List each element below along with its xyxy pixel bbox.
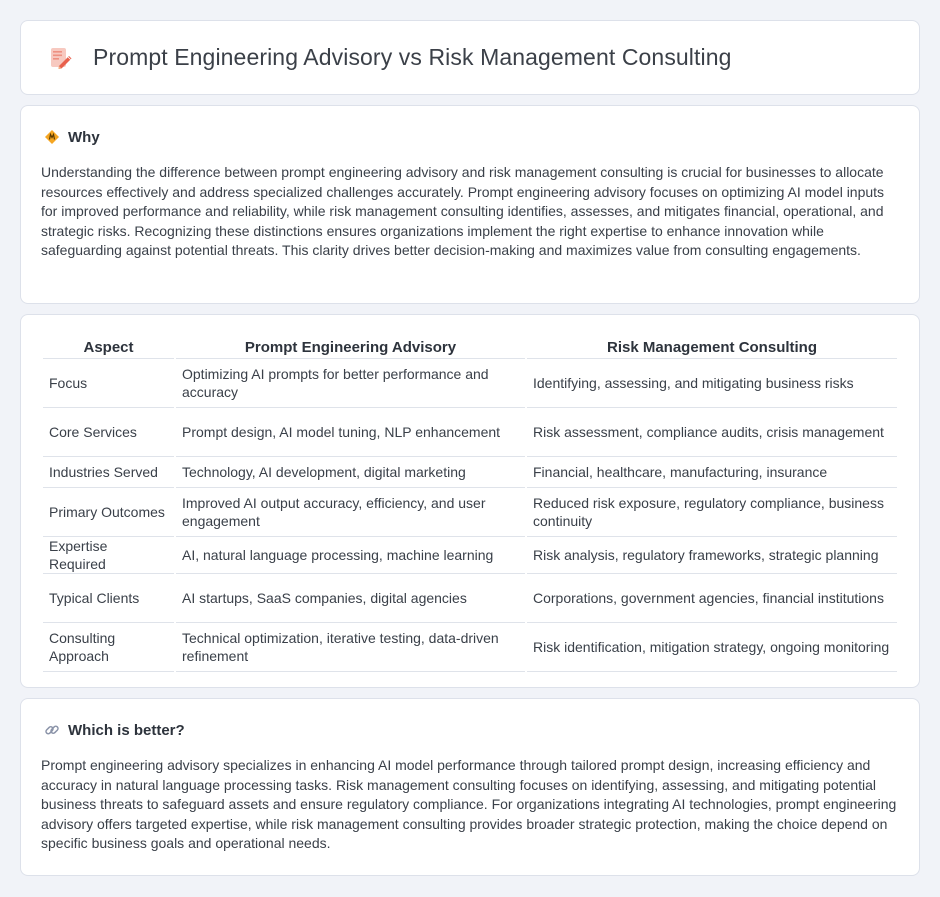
- row-risk-management: Financial, healthcare, manufacturing, insurance: [527, 457, 897, 488]
- row-risk-management: Identifying, assessing, and mitigating business risks: [527, 359, 897, 408]
- diamond-icon: [43, 128, 61, 146]
- which-heading-label: Which is better?: [68, 721, 185, 739]
- table-header-row: [43, 335, 897, 359]
- row-prompt-engineering: Technology, AI development, digital marketing: [176, 457, 525, 488]
- row-aspect: Consulting Approach: [43, 623, 174, 672]
- why-section: [20, 105, 920, 304]
- row-aspect: Focus: [43, 359, 174, 408]
- row-prompt-engineering: AI startups, SaaS companies, digital agencies: [176, 574, 525, 623]
- why-heading-label: Why: [68, 128, 100, 146]
- table-row: [43, 574, 897, 623]
- page-title: Prompt Engineering Advisory vs Risk Management Consulting: [93, 44, 732, 70]
- row-risk-management: Risk identification, mitigation strategy, ongoing monitoring: [527, 623, 897, 672]
- which-text: Prompt engineering advisory specializes in enhancing AI model performance through tailored prompt design, increasing efficiency and accuracy in natural language processing tasks. Risk management consulting focuses on identifying, assessing, and mitigating potential business threats to safeguard assets and ensure regulatory compliance. For organizations integrating AI technologies, prompt engineering advisory offers targeted expertise, while risk management consulting provides broader strategic protection, making the choice depend on specific business goals and operational needs.: [41, 757, 897, 851]
- row-risk-management: Corporations, government agencies, financial institutions: [527, 574, 897, 623]
- table-row: [43, 537, 897, 574]
- row-aspect: Primary Outcomes: [43, 488, 174, 537]
- row-prompt-engineering: Prompt design, AI model tuning, NLP enhancement: [176, 408, 525, 457]
- link-icon: [43, 721, 61, 739]
- table-row: [43, 359, 897, 408]
- table-row: [43, 457, 897, 488]
- why-heading: [41, 128, 899, 146]
- row-risk-management: Reduced risk exposure, regulatory compliance, business continuity: [527, 488, 897, 537]
- row-risk-management: Risk assessment, compliance audits, crisis management: [527, 408, 897, 457]
- why-text: Understanding the difference between prompt engineering advisory and risk management consulting is crucial for businesses to allocate resources effectively and address specialized challenges accurately. Prompt engineering advisory focuses on optimizing AI model inputs for improved performance and reliability, while risk management consulting identifies, assesses, and mitigates financial, operational, and strategic risks. Recognizing these distinctions ensures organizations implement the right expertise to enhance innovation while safeguarding against potential threats. This clarity drives better decision-making and maximizes value from consulting engagements.: [41, 164, 885, 258]
- which-heading: [41, 721, 899, 739]
- document-pencil-icon: [47, 45, 73, 71]
- which-section: [20, 698, 920, 876]
- row-prompt-engineering: Technical optimization, iterative testing, data-driven refinement: [176, 623, 525, 672]
- row-prompt-engineering: Optimizing AI prompts for better performance and accuracy: [176, 359, 525, 408]
- table-row: [43, 623, 897, 672]
- row-prompt-engineering: AI, natural language processing, machine learning: [176, 537, 525, 574]
- row-prompt-engineering: Improved AI output accuracy, efficiency, and user engagement: [176, 488, 525, 537]
- row-aspect: Typical Clients: [43, 574, 174, 623]
- row-aspect: Industries Served: [43, 457, 174, 488]
- header-prompt-engineering: Prompt Engineering Advisory: [176, 335, 525, 359]
- header-card: [20, 20, 920, 95]
- header-aspect: Aspect: [43, 335, 174, 359]
- table-row: [43, 488, 897, 537]
- table-row: [43, 408, 897, 457]
- comparison-table: [41, 335, 899, 672]
- row-risk-management: Risk analysis, regulatory frameworks, strategic planning: [527, 537, 897, 574]
- row-aspect: Expertise Required: [43, 537, 174, 574]
- header-risk-management: Risk Management Consulting: [527, 335, 897, 359]
- comparison-table-card: [20, 314, 920, 688]
- row-aspect: Core Services: [43, 408, 174, 457]
